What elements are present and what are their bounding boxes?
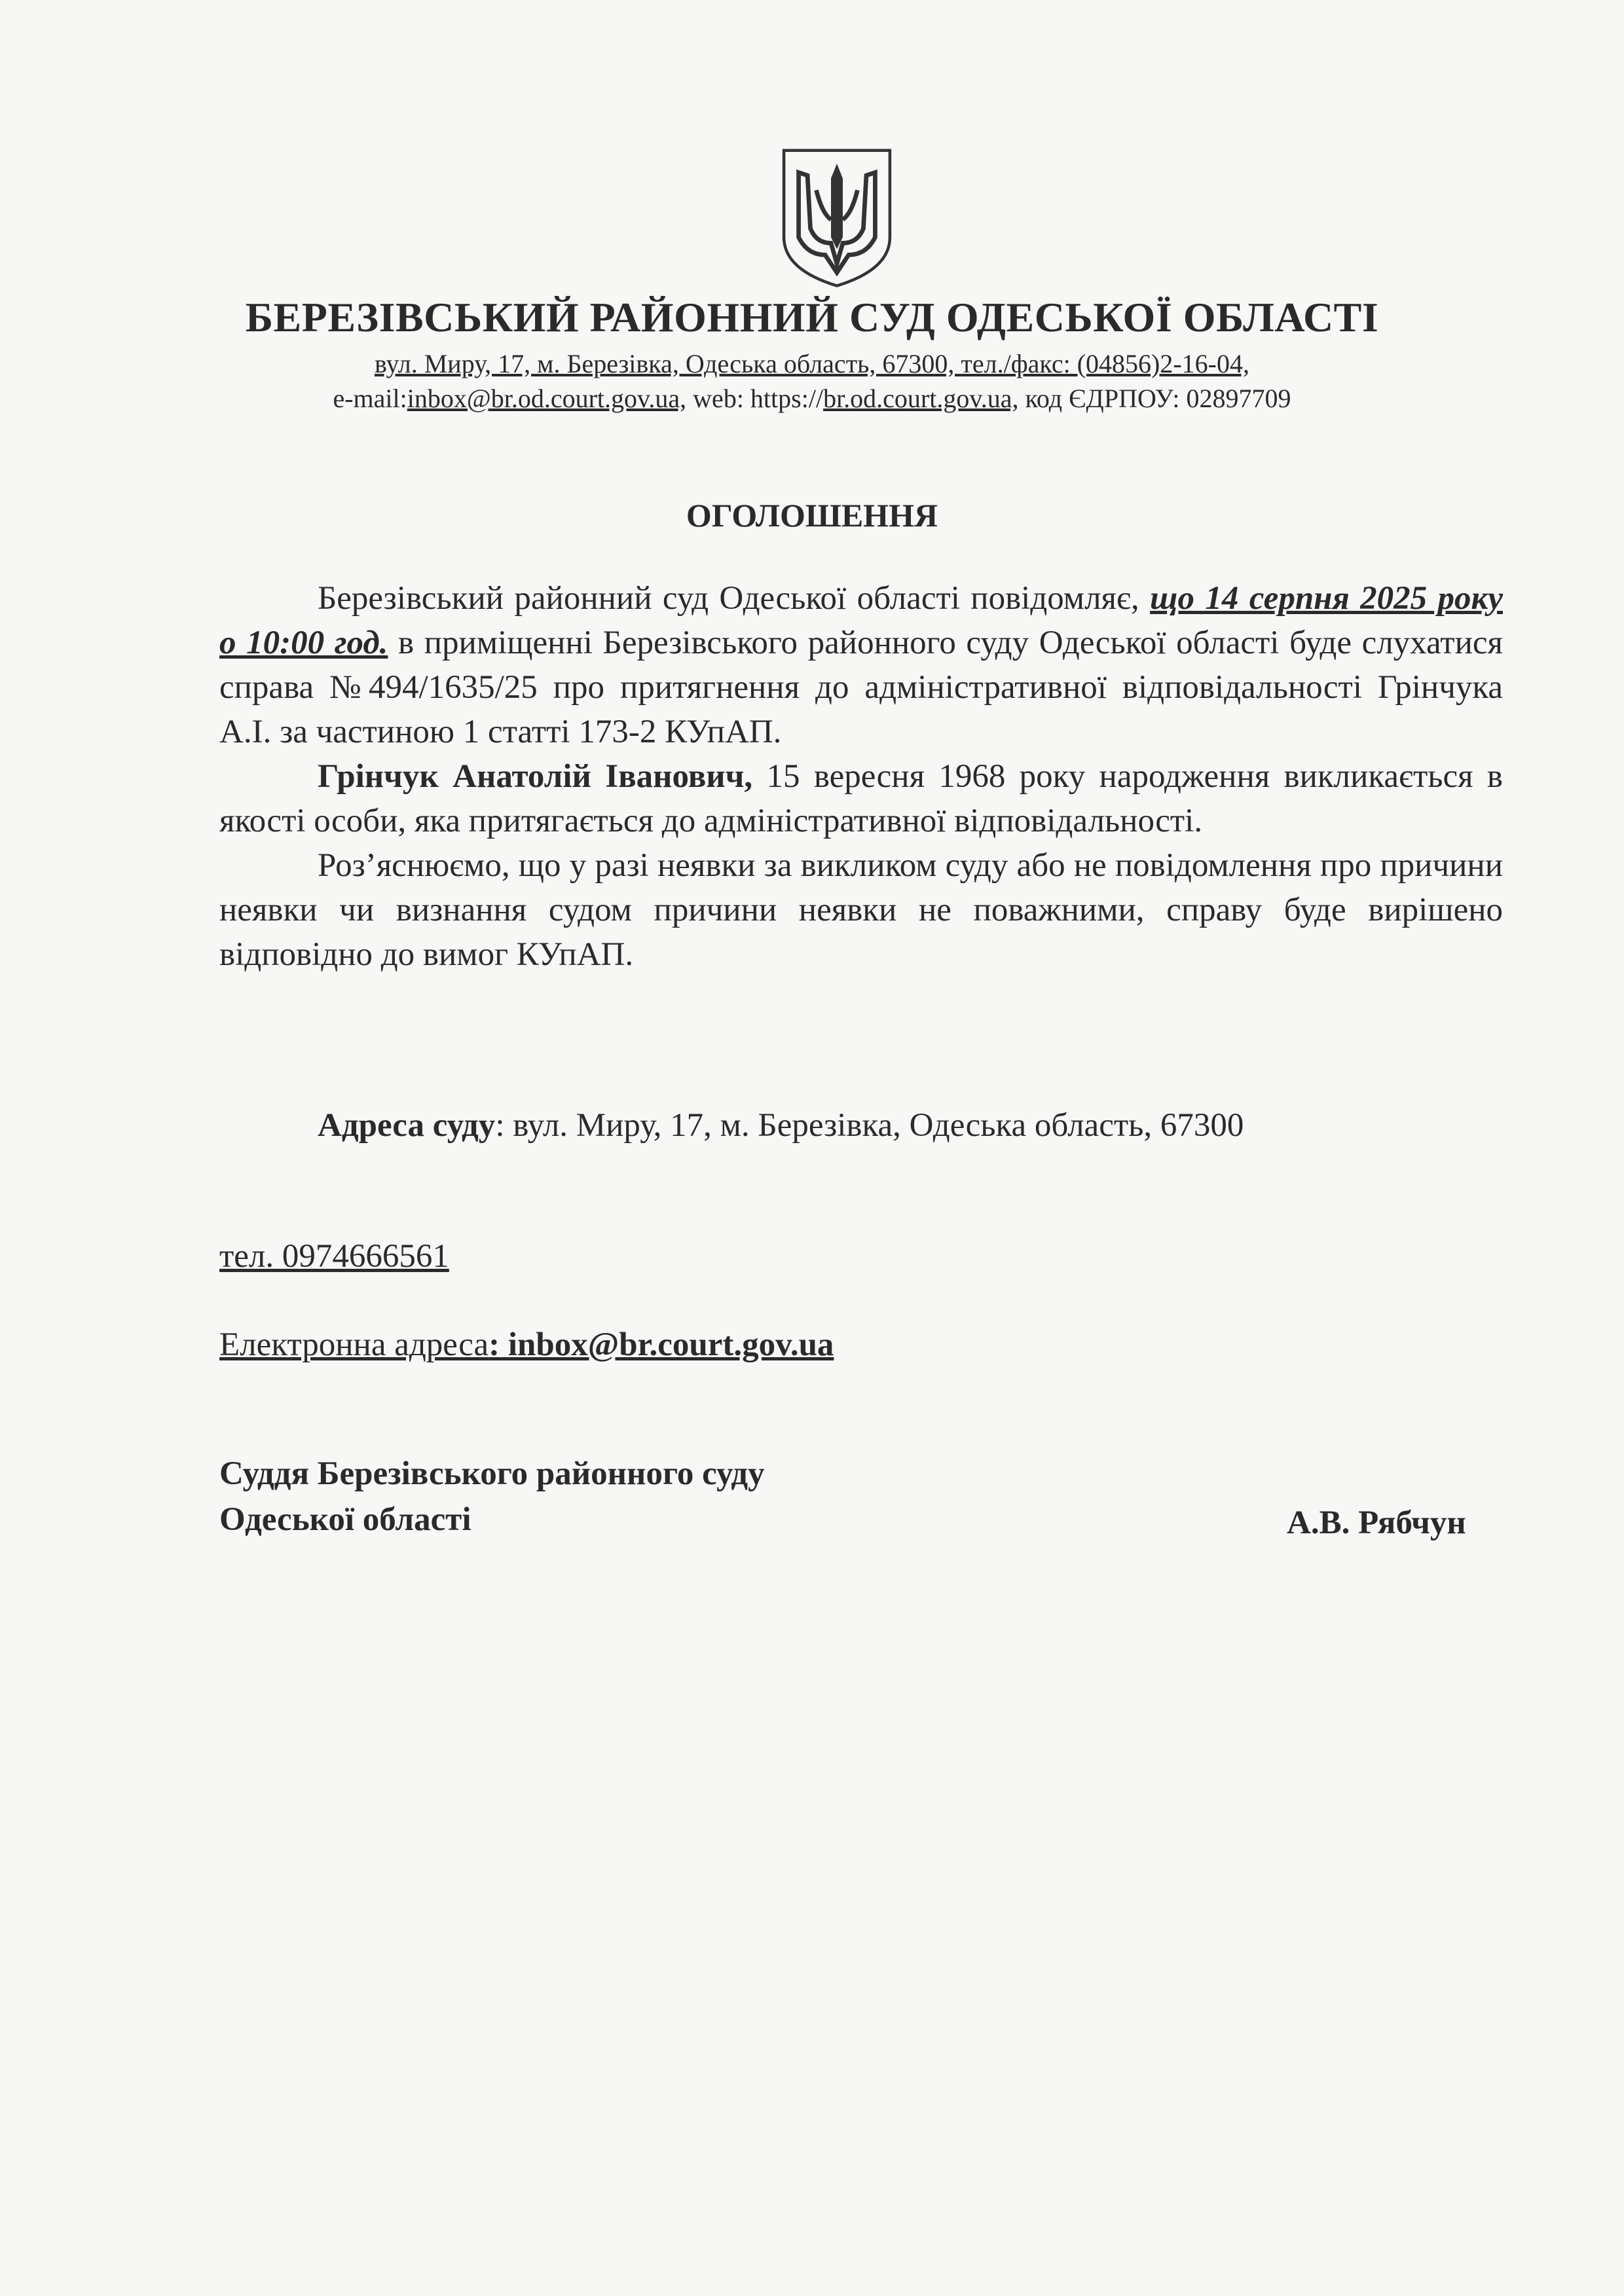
p2-end: 15 вересня 1968 року народження викликається в якості особи, яка притягається до адміністративної відповідальності.	[219, 758, 1503, 839]
court-address	[318, 1106, 1244, 1144]
p1-end: в приміщенні Березівського районного суду Одеської області буде слухатися справа №494/1635/25 про притягнення до адміністративної відповідальності Грінчука А.І. за частиною 1 статті 173-2 КУпАП.	[219, 625, 1503, 750]
address-phone: вул. Миру, 17, м. Березівка, Одеська область, 67300, тел./факс: (04856)2-16-04,	[375, 349, 1249, 378]
hearing-date: що 14 серпня 2025 року о 10:00 год.	[219, 580, 1503, 661]
notice-body	[219, 576, 1503, 977]
address-label: Адреса суду	[318, 1107, 496, 1144]
paragraph-person	[219, 754, 1503, 843]
web-link[interactable]: br.od.court.gov.ua,	[823, 384, 1019, 413]
email-label: Електронна адреса	[219, 1326, 489, 1363]
signature-position-line1: Суддя Березівського районного суду	[219, 1455, 765, 1492]
signature-position-line2: Одеської області	[219, 1501, 471, 1538]
phone-number: тел. 0974666561	[219, 1238, 449, 1275]
p1-start: Березівський районний суд Одеської області повідомляє,	[318, 580, 1150, 617]
email-link[interactable]: inbox@br.od.court.gov.ua,	[407, 384, 687, 413]
court-address-line	[0, 348, 1624, 379]
paragraph-warning: Роз’яснюємо, що у разі неявки за викликом суду або не повідомлення про причини неявки чи визнання судом причини неявки не поважними, справу буде вирішено відповідно до вимог КУпАП.	[219, 847, 1503, 973]
email-value[interactable]: : inbox@br.court.gov.ua	[489, 1326, 834, 1363]
edrpou-code: код ЄДРПОУ: 02897709	[1018, 384, 1291, 413]
notice-heading: ОГОЛОШЕННЯ	[686, 497, 938, 534]
court-contacts-line	[0, 383, 1624, 414]
address-value: : вул. Миру, 17, м. Березівка, Одеська область, 67300	[495, 1107, 1244, 1144]
coat-of-arms-icon	[778, 146, 896, 289]
paragraph-hearing	[219, 576, 1503, 754]
web-label: web: https://	[686, 384, 824, 413]
email-label: e-mail:	[333, 384, 407, 413]
court-title: БЕРЕЗІВСЬКИЙ РАЙОННИЙ СУД ОДЕСЬКОЇ ОБЛАСТІ	[245, 294, 1379, 340]
email-address	[219, 1326, 834, 1364]
judge-name: А.В. Рябчун	[1287, 1504, 1466, 1541]
person-name: Грінчук Анатолій Іванович,	[318, 758, 753, 795]
